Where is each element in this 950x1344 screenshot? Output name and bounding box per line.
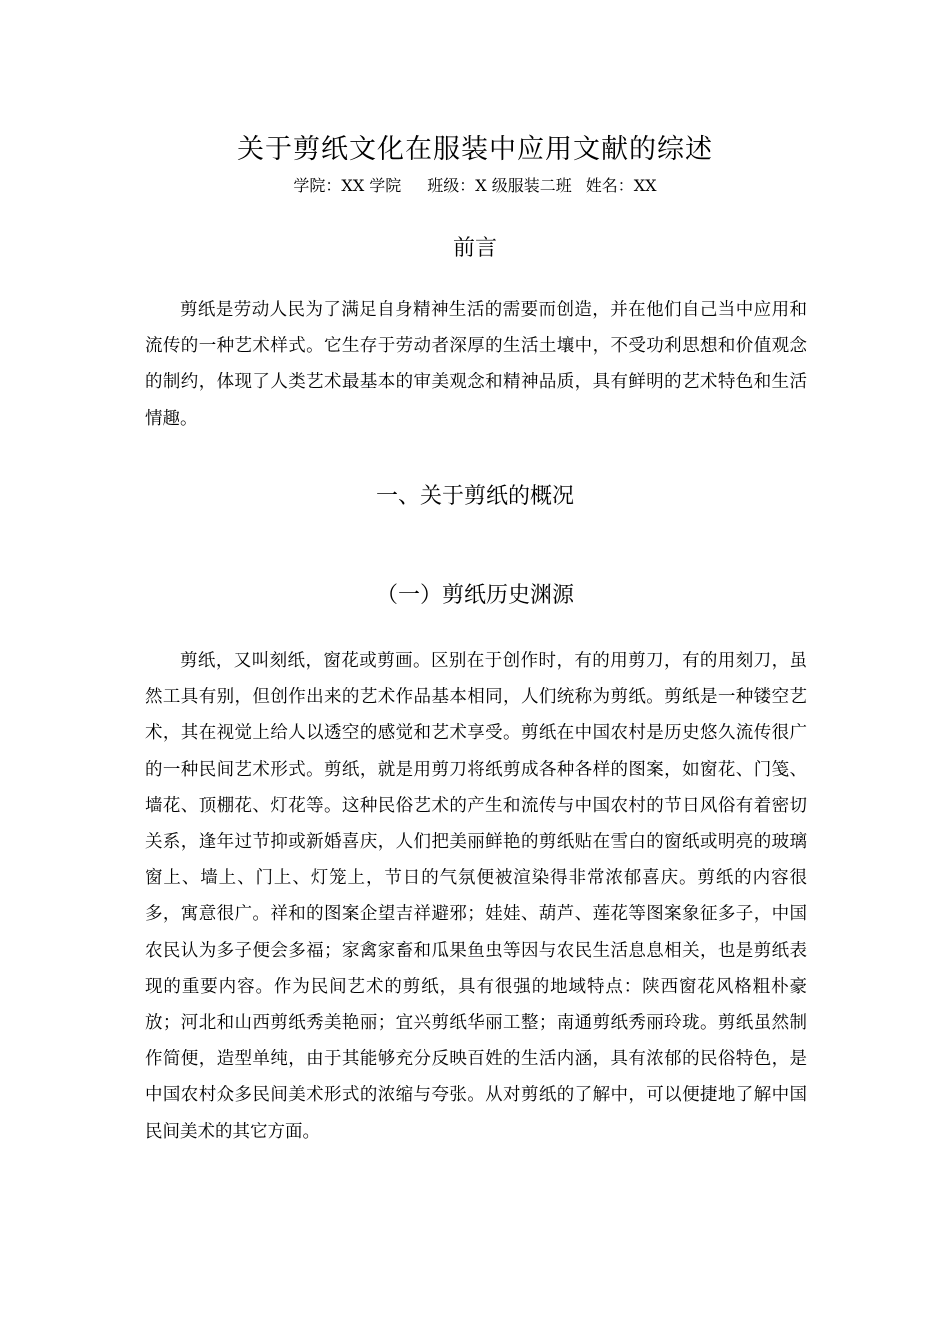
subsection-heading-history: （一）剪纸历史渊源 xyxy=(375,583,574,608)
history-paragraph: 剪纸，又叫刻纸，窗花或剪画。区别在于创作时，有的用剪刀，有的用刻刀，虽然工具有别，但创作出来的艺术作品基本相同，人们统称为剪纸。剪纸是一种镂空艺术，其在视觉上给人以透空的感觉和艺术享受。剪纸在中国农村是历史悠久流传很广的一种民间艺术形式。剪纸，就是用剪刀将纸剪成各种各样的图案，如窗花、门笺、墙花、顶棚花、灯花等。这种民俗艺术的产生和流传与中国农村的节日风俗有着密切关系，逢年过节抑或新婚喜庆，人们把美丽鲜艳的剪纸贴在雪白的窗纸或明亮的玻璃窗上、墙上、门上、灯笼上，节日的气氛便被渲染得非常浓郁喜庆。剪纸的内容很多，寓意很广。祥和的图案企望吉祥避邪；娃娃、葫芦、莲花等图案象征多子，中国农民认为多子便会多福；家禽家畜和瓜果鱼虫等因与农民生活息息相关，也是剪纸表现的重要内容。作为民间艺术的剪纸，具有很强的地域特点：陕西窗花风格粗朴豪放；河北和山西剪纸秀美艳丽；宜兴剪纸华丽工整；南通剪纸秀丽玲珑。剪纸虽然制作简便，造型单纯，由于其能够充分反映百姓的生活内涵，具有浓郁的民俗特色，是中国农村众多民间美术形式的浓缩与夸张。从对剪纸的了解中，可以便捷地了解中国民间美术的其它方面。 xyxy=(145,651,807,1142)
foreword-paragraph: 剪纸是劳动人民为了满足自身精神生活的需要而创造，并在他们自己当中应用和流传的一种艺术样式。它生存于劳动者深厚的生活土壤中，不受功利思想和价值观念的制约，体现了人类艺术最基本的审美观念和精神品质，具有鲜明的艺术特色和生活情趣。 xyxy=(145,300,807,429)
class-label: 班级：X 级服装二班 xyxy=(427,176,572,195)
foreword-heading: 前言 xyxy=(452,236,497,261)
name-label: 姓名：XX xyxy=(585,176,657,195)
section-heading-overview: 一、关于剪纸的概况 xyxy=(375,484,574,509)
author-info-line xyxy=(0,174,950,198)
college-label: 学院：XX 学院 xyxy=(293,176,402,195)
document-title: 关于剪纸文化在服装中应用文献的综述 xyxy=(237,134,713,165)
